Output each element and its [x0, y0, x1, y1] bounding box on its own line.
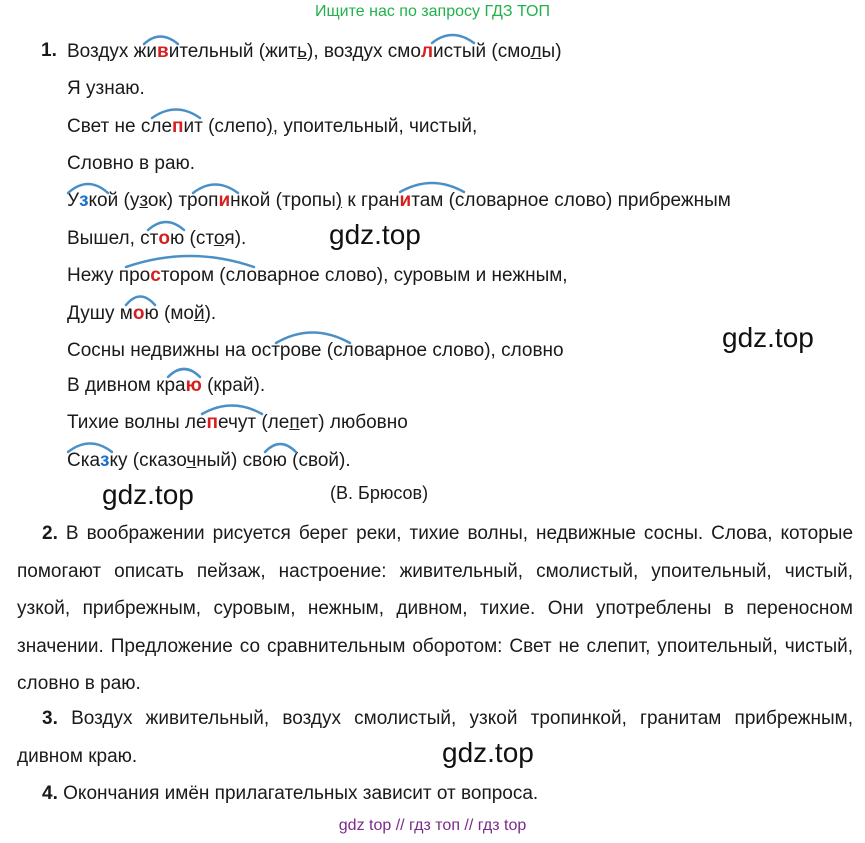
highlighted-letter: п: [206, 412, 219, 433]
task1-number: 1.: [41, 40, 57, 61]
poem-line-12: Сказку (сказочный) свою (свой).: [67, 450, 351, 471]
highlighted-letter: з: [79, 190, 89, 211]
stressed-letter: о: [213, 228, 225, 249]
highlighted-letter: о: [158, 228, 170, 249]
poem-line-8: Душу мою (мой).: [67, 303, 217, 324]
stressed-letter: й: [193, 303, 205, 324]
task3-text: Воздух живительный, воздух смолистый, узкой тропинкой, гранитам прибрежным, дивном краю.: [17, 708, 853, 767]
highlighted-letter: п: [172, 116, 184, 137]
task4-paragraph: [17, 775, 853, 813]
stressed-letter: л: [530, 41, 542, 62]
task2-number: 2.: [42, 523, 58, 544]
poem-line-7: Нежу простором (словарное слово), суровым и нежным,: [67, 265, 568, 286]
watermark: gdz.top: [442, 737, 534, 768]
page-header: Ищите нас по запросу ГДЗ ТОП: [315, 3, 550, 20]
highlighted-letter: [287, 450, 292, 471]
poem-line-1: Воздух живительный (жить), воздух смолистый (смолы): [67, 41, 562, 62]
poem-line-10: В дивном краю (край).: [67, 375, 266, 396]
poem-author: (В. Брюсов): [330, 483, 429, 503]
stressed-letter: ь: [297, 41, 308, 62]
stressed-letter: з: [139, 190, 148, 211]
stressed-letter: ): [335, 190, 343, 211]
task2-text: В воображении рисуется берег реки, тихие волны, недвижные сосны. Слова, которые помогают описать пейзаж, настроение: живительный, смолистый, упоительный, чистый, узкой, прибрежным, суровым, нежным, дивном, тихие. Они употреблены в переносном значении. Предложение со сравнительным оборотом: Свет не слепит, упоительный, чистый, словно в раю.: [17, 523, 854, 695]
highlighted-letter: и: [399, 190, 412, 211]
task4-text: Окончания имён прилагательных зависит от вопроса.: [63, 783, 539, 804]
stressed-letter: ): [266, 116, 273, 137]
poem-line-3: Свет не слепит (слепо), упоительный, чистый,: [67, 116, 478, 137]
highlighted-letter: з: [100, 450, 110, 471]
highlighted-letter: и: [218, 190, 231, 211]
task2-paragraph: [17, 515, 853, 703]
watermark: gdz.top: [329, 219, 421, 250]
task3-paragraph: [17, 700, 853, 775]
poem-line-5: Узкой (узок) тропинкой (тропы) к гранитам (словарное слово) прибрежным: [67, 190, 731, 211]
task3-number: 3.: [42, 708, 58, 729]
poem-line-9: Сосны недвижны на острове (словарное слово), словно: [67, 340, 564, 361]
poem-line-4: Словно в раю.: [67, 153, 196, 174]
task4-number: 4.: [42, 783, 58, 804]
watermark: gdz.top: [722, 322, 814, 353]
highlighted-letter: л: [420, 41, 434, 62]
poem-line-2: Я узнаю.: [67, 78, 145, 99]
stressed-letter: п: [289, 412, 300, 433]
poem-line-6: Вышел, стою (стоя).: [67, 228, 247, 249]
highlighted-letter: ю: [185, 375, 202, 396]
stressed-letter: ч: [186, 450, 197, 471]
highlighted-letter: [321, 340, 326, 361]
poem-line-11: Тихие волны лепечут (лепет) любовно: [67, 412, 408, 433]
highlighted-letter: с: [150, 265, 161, 286]
highlighted-letter: о: [132, 303, 145, 324]
highlighted-letter: в: [157, 41, 169, 62]
watermark: gdz.top: [102, 479, 194, 510]
page-footer: gdz top // гдз топ // гдз top: [338, 817, 527, 834]
